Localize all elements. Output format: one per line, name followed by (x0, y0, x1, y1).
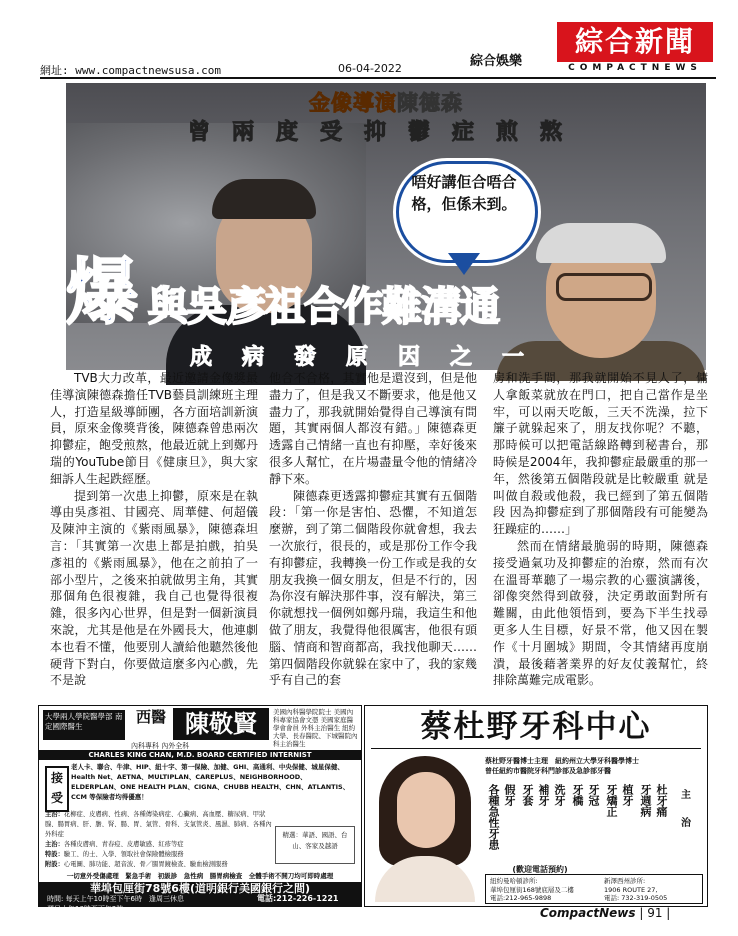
dental-zhu: 主 (681, 790, 691, 801)
page-footer (540, 906, 670, 920)
dental-ad (364, 705, 708, 907)
dental-zhi: 治 (681, 818, 691, 829)
dental-service: 牙橋 (571, 784, 584, 806)
service-row: 主治：各種皮膚病、青春痘、皮膚敏感、紅疹等症 (45, 841, 184, 848)
headline-big-char: 爆 (66, 249, 139, 334)
clinic-hours: 時間: 每天上午10時至下午6時 逢周三休息 週日上午10時至下午2時 (47, 895, 184, 913)
service-row: 主治：花柳症、皮膚病、性病、各種傳染病症、心臟病、高血壓、糖尿病、甲狀腺、腸胃病、肝、膽、腎、腸、胃、氣管、骨科、支氣管炎、風濕、肺病、各種內外科症 (45, 811, 272, 838)
doctor-department: 內科專科 內外全科 (131, 742, 190, 750)
headline-red: 與吳彥祖合作 (148, 284, 382, 330)
dental-services (485, 784, 715, 868)
dental-service: 杜牙痛 (655, 784, 668, 817)
ad-school-box: 大學兩人學院醫學部 南定國際醫生 (43, 710, 125, 740)
director-glasses (556, 273, 652, 301)
dental-service: 植牙 (621, 784, 634, 806)
article-paragraph: 陳德森更透露抑鬱症其實有五個階段：「第一你是害怕、恐懼，不知道怎麼辦，到了第二個階段你就會想，我去一次旅行，很長的，或是那份工作令我有抑鬱症，我轉換一份工作或是我的女朋友我換一個女朋友，但是不行的，因為你沒有解決那件事，沒有解決，第三你就想找一個例如鄭丹瑞，我這生和他做了朋友，我覺得他很厲害，他很有頭腦、情商和智商都高，我找他聊天……第四個階段你就躲在家中了，我的家幾乎有自己的套 (269, 488, 477, 688)
dental-service: 洗牙 (553, 784, 566, 806)
article-column-2 (269, 370, 477, 689)
doctor-english-name: CHARLES KING CHAN, M.D. BOARD CERTIFIED INTERNIST (39, 750, 361, 760)
insurance-list: 老人卡、聯合、牛津、HIP、紐十字、第一保險、加健、GHI、高通利、中央保健、城星保健、Health Net、AETNA、MULTIPLAN、CAREPLUS、NEIGHBORHOOD、ELDERPLAN、ONE HEALTH PLAN、CIGNA、CHUBB HEALTH、CHN、ATLANTIS、CCM 等保險者均得優惠！ (71, 763, 350, 801)
dental-title: 蔡杜野牙科中心 (420, 709, 652, 745)
service-row: 特設：驗工、的士、入學、領取社會保險體檢服務 (45, 851, 184, 858)
article-column-1 (50, 370, 258, 689)
clinic-address-bar (39, 882, 361, 913)
languages-note: 精選：華語、國語、台山、客家及越語 (275, 826, 355, 864)
dental-service: 補牙 (537, 784, 550, 806)
headline (148, 282, 499, 332)
footer-brand: CompactNews (540, 906, 636, 920)
emergency-line: 一切意外受傷處理 緊急手術 初級診 急性病 腸胃病檢查 全體手術不開刀均可即時處理 (66, 872, 334, 880)
hero-title-b: 陳德森 (397, 91, 463, 115)
dental-service: 牙週病 (639, 784, 652, 817)
services-list (45, 810, 275, 870)
doctor-name: 陳敬賢 (173, 708, 269, 740)
header-date: 06-04-2022 (338, 62, 402, 75)
article-paragraph: 然而在情緒最脆弱的時期，陳德森接受過氣功及抑鬱症的治療，然而有次在溫哥華聽了一場宗教的心靈演講後，卻像突然得到啟發，決定勇敢面對所有難關，由此他領悟到，要為下半生找尋更多人生目標，好景不常，他又因在製作《十月圍城》期間，令其情緒再度崩潰，最後藉著業界的好友仗義幫忙，終排除萬難完成電影。 (493, 538, 708, 688)
dental-locations (485, 874, 703, 904)
dental-service: 牙套 (521, 784, 534, 806)
section-name: 綜合娛樂 (470, 54, 523, 69)
doctor-credentials: 美國內科醫學院院士 美國內科專家協會文憑 美國家庭醫學會會員 外科主治醫生 紐約大學、長春醫院、下城醫院內科主治醫生 (273, 708, 358, 748)
actor-hair (212, 179, 316, 219)
dental-service: 假牙 (503, 784, 516, 806)
dental-service: 各種急性牙患 (487, 784, 500, 850)
manhattan-clinic: 紐約曼哈頓診所: 華埠包厘街168號底層及二樓 電話:212-965-9898 (490, 877, 574, 902)
header-url: 網址: www.compactnewsusa.com (40, 64, 221, 77)
article-paragraph: 房和洗手間，那我就開始不見人了，傭人拿飯菜就放在門口，把自己當作是坐牢，可以兩天吃飯，三天不洗澡，拉下簾子就躲起來了，朋友找你呢？不聽，那時候可以把電話線路轉到秘書台，那時候是2004年，我抑鬱症最嚴重的那一年，然後第五個階段就是比較嚴重 就是叫做自殺或他殺，我已經到了第五個階段 因為抑鬱症到了那個階段有可能變為狂躁症的……」 (493, 371, 708, 537)
clinic-address: 華埠包厘街78號6樓(道明銀行美國銀行之間) (89, 882, 310, 895)
dental-service: 牙冠 (587, 784, 600, 806)
director-hair (536, 223, 666, 263)
dentist-face (397, 772, 455, 848)
headline-blue: 難溝通 (382, 284, 499, 330)
header-rule (40, 77, 716, 79)
hero-title-a: 金像導演 (309, 91, 397, 115)
clinic-phone: 電話:212-226-1221 (257, 894, 339, 903)
page-number: | 91 | (639, 906, 671, 920)
clinic-ad (38, 705, 362, 913)
hero-title (66, 87, 706, 117)
appointment-note: (歡迎電話預約) (512, 865, 568, 874)
headline-subline: 成病發原因之一 (190, 345, 555, 370)
dental-rule (371, 748, 701, 749)
article-paragraph: TVB大力改革，最近邀請金像獎最佳導演陳德森擔任TVB藝員訓練班主理人，打造星級導師團，各方面培訓新演員，原來金像獎背後，陳德森曾患兩次抑鬱症，飽受煎熬，他最近就上到鄭丹瑞的YouTube節目《健康旦》，與大家細訴人生起跌經歷。 (50, 371, 258, 486)
service-row: 附設：心電圖、肺功能、超音波、骨／腸胃鏡檢查、驗血檢測服務 (45, 861, 228, 868)
ad-western-medicine: 西醫 (135, 708, 166, 726)
article-paragraph: 提到第一次患上抑鬱，原來是在執導由吳彥祖、甘國亮、周華健、何超儀及陳沖主演的《紫雨風暴》，陳德森坦言：「其實第一次患上都是拍戲，拍吳彥祖的《紫雨風暴》，他在之前拍了一部小型片，之後來拍就做男主角，其實那個角色很複雜，我自己也覺得很複雜，很多內心世界，但是對一個新演員來說，尤其是他是在外國長大，他連劇本也看不懂，他要別人讀給他聽然後他硬背下對白，你要做這麼多內心戲，先不是說 (50, 488, 258, 688)
insurance-label: 接受 (45, 766, 69, 812)
brand-logo: 綜合新聞 (557, 22, 713, 62)
brand-subtitle: COMPACTNEWS (568, 63, 702, 73)
dental-service: 牙矯正 (605, 784, 618, 817)
article-paragraph: 他合不合格，其實他是還沒到，但是他盡力了，但是我又不斷要求，他是他又盡力了，那我就開始覺得自己導演有問題，其實兩個人都沒有錯。」陳德森更透露自己情緒一直也有抑壓，幸好後來很多人幫忙，在片場盡量令他的情緒冷靜下來。 (269, 371, 477, 486)
hero-subtitle: 曾兩度受抑鬱症煎熬 (187, 120, 584, 145)
nj-clinic: 新澤西州診所: 1906 ROUTE 27, 電話: 732-319-0505 (604, 877, 668, 902)
speech-bubble-text: 唔好講佢合唔合格，佢係未到。 (411, 173, 517, 213)
dentist-credentials: 蔡杜野牙醫博士主理 紐約州立大學牙科醫學博士 曾任紐約市醫院牙科門診部及急診部牙醫 (485, 757, 639, 775)
speech-bubble-tail (448, 253, 480, 275)
article-column-3 (493, 370, 708, 689)
